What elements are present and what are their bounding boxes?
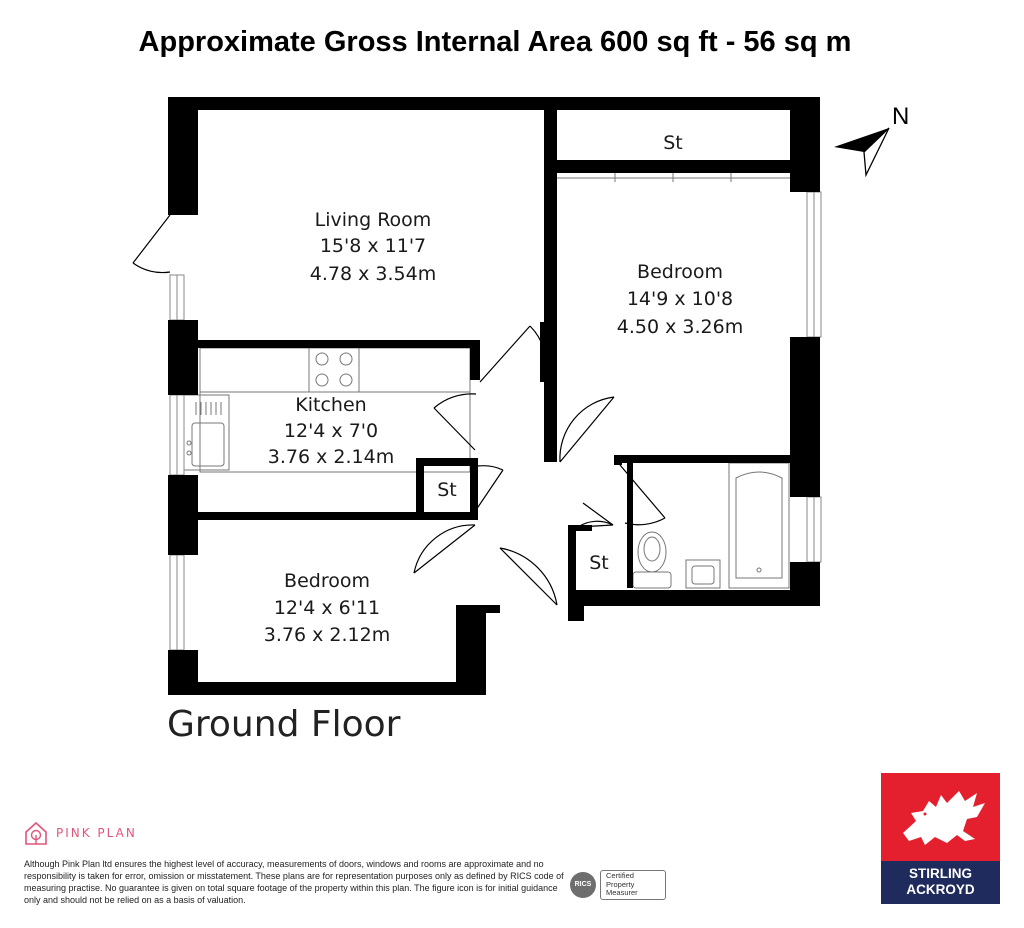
rics-badge xyxy=(570,870,666,900)
rics-certified-text: Certified Property Measurer xyxy=(600,870,666,900)
storage-label: St xyxy=(663,132,683,154)
north-arrow-icon xyxy=(834,128,889,175)
windows xyxy=(170,192,821,650)
stirling-ackroyd-logo xyxy=(881,773,1000,904)
page-title: Approximate Gross Internal Area 600 sq ft - 56 sq m xyxy=(138,26,852,58)
pink-plan-brand xyxy=(24,820,137,846)
storage-label: St xyxy=(437,479,457,501)
cupboard-door xyxy=(476,466,503,510)
store-door xyxy=(578,503,613,527)
front-door xyxy=(500,548,557,605)
room-imperial: 12'4 x 6'11 xyxy=(273,597,381,619)
disclaimer: Although Pink Plan ltd ensures the highest level of accuracy, measurements of doors, windows and rooms are approximate and no responsibility is taken for error, omission or misstatement. These plans are for representation purposes only as defined by RICS code of measuring practise. No guarantee is given on total square footage of the property within this plan. The figure icon is for initial guidance only and should not be relied on as a basis of valuation. xyxy=(24,859,564,905)
fixtures xyxy=(183,172,790,588)
bedroom-door xyxy=(560,397,614,462)
room-metric: 4.50 x 3.26m xyxy=(616,316,744,338)
bath-icon xyxy=(729,463,789,588)
bathroom-door xyxy=(620,465,665,525)
sink-icon xyxy=(183,395,229,470)
toilet-icon xyxy=(633,532,671,588)
entrance-door xyxy=(133,215,170,273)
room-imperial: 12'4 x 7'0 xyxy=(283,420,379,442)
walls xyxy=(168,97,820,695)
room-name: Bedroom xyxy=(637,261,723,283)
basin-icon xyxy=(686,560,720,588)
room-name: Living Room xyxy=(314,209,432,231)
wardrobe-doors xyxy=(556,172,790,182)
griffin-icon xyxy=(881,773,1000,861)
room-name: Kitchen xyxy=(295,394,367,416)
bedroom2-door xyxy=(414,525,475,573)
living-room-door xyxy=(480,326,546,382)
room-imperial: 14'9 x 10'8 xyxy=(626,288,734,310)
agent-name-line2: ACKROYD xyxy=(906,882,975,897)
hob-icon xyxy=(309,348,359,392)
storage-label: St xyxy=(589,552,609,574)
brand-name: PINK PLAN xyxy=(56,826,137,840)
house-logo-icon xyxy=(24,820,48,846)
room-name: Bedroom xyxy=(284,570,370,592)
room-metric: 3.76 x 2.14m xyxy=(267,446,395,468)
north-label: N xyxy=(892,103,910,130)
rics-logo-icon: RICS xyxy=(570,872,596,898)
floor-label: Ground Floor xyxy=(167,704,401,745)
room-metric: 3.76 x 2.12m xyxy=(263,624,391,646)
room-metric: 4.78 x 3.54m xyxy=(309,263,437,285)
agent-name-line1: STIRLING xyxy=(909,866,972,881)
room-imperial: 15'8 x 11'7 xyxy=(319,235,427,257)
